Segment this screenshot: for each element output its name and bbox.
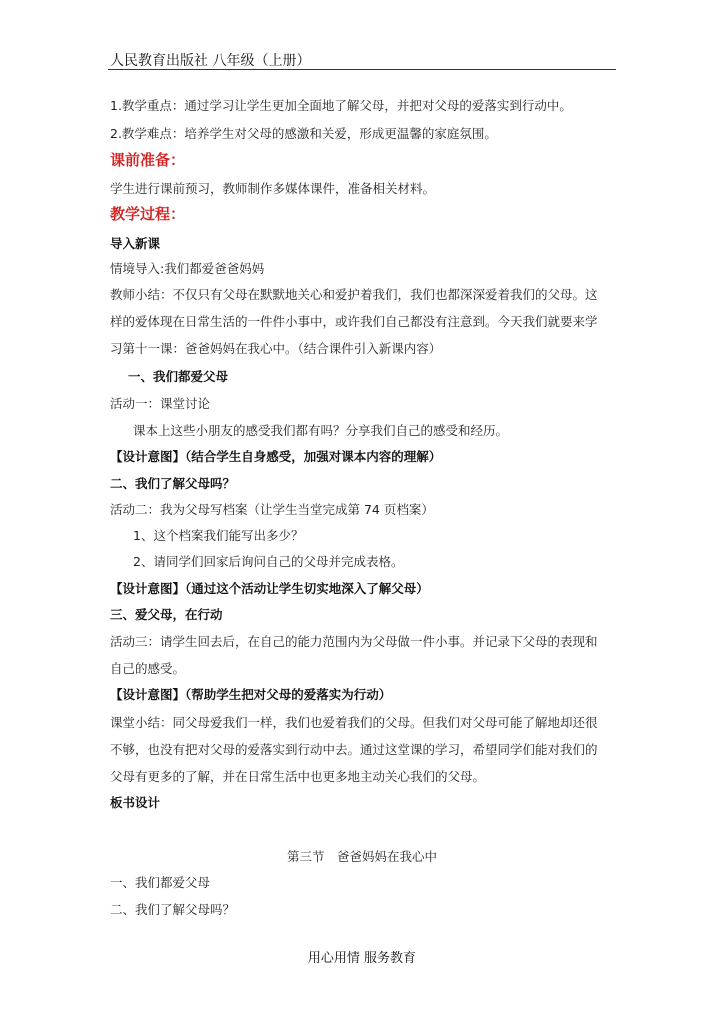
- class-summary-line-3: 父母有更多的了解，并在日常生活中也更多地主动关心我们的父母。: [110, 769, 486, 784]
- design-intent-three: 【设计意图】（帮助学生把对父母的爱落实为行动）: [110, 687, 392, 702]
- board-item-1: 一、我们都爱父母: [110, 875, 211, 890]
- part-one-heading: 一、我们都爱父母: [128, 369, 229, 384]
- part-two-heading: 二、我们了解父母吗？: [110, 476, 236, 491]
- section-heading-preparation: 课前准备：: [110, 151, 186, 169]
- activity-two-item-1: 1、这个档案我们能写出多少？: [133, 528, 304, 543]
- class-summary-line-1: 课堂小结：同父母爱我们一样，我们也爱着我们的父母。但我们对父母可能了解地却还很: [110, 715, 598, 730]
- activity-two-item-2: 2、请同学们回家后询问自己的父母并完成表格。: [133, 554, 404, 569]
- activity-three-line-1: 活动三：请学生回去后，在自己的能力范围内为父母做一件小事。并记录下父母的表现和: [110, 634, 598, 649]
- design-intent-two: 【设计意图】（通过这个活动让学生切实地深入了解父母）: [110, 581, 429, 596]
- section-heading-process: 教学过程：: [110, 205, 186, 223]
- situation-intro-line: 情境导入:我们都爱爸爸妈妈: [110, 261, 265, 276]
- page-header: 人民教育出版社 八年级（上册）: [110, 53, 311, 69]
- activity-one-detail: 课本上这些小朋友的感受我们都有吗？分享我们自己的感受和经历。: [133, 423, 509, 438]
- board-item-2: 二、我们了解父母吗？: [110, 902, 236, 917]
- activity-three-line-2: 自己的感受。: [110, 661, 186, 676]
- teacher-summary-line-1: 教师小结：不仅只有父母在默默地关心和爱护着我们，我们也都深深爱着我们的父母。这: [110, 287, 598, 302]
- page-footer: 用心用情 服务教育: [307, 951, 417, 966]
- board-design-heading: 板书设计: [110, 795, 161, 810]
- difficult-point-line: 2.教学难点：培养学生对父母的感激和关爱，形成更温馨的家庭氛围。: [110, 126, 497, 141]
- part-three-heading: 三、爱父母，在行动: [110, 607, 223, 622]
- class-summary-line-2: 不够，也没有把对父母的爱落实到行动中去。通过这堂课的学习，希望同学们能对我们的: [110, 742, 598, 757]
- teacher-summary-line-2: 样的爱体现在日常生活的一件件小事中，或许我们自己都没有注意到。今天我们就要来学: [110, 314, 598, 329]
- design-intent-one: 【设计意图】（结合学生自身感受，加强对课本内容的理解）: [110, 449, 442, 464]
- board-title: 第三节 爸爸妈妈在我心中: [286, 849, 437, 864]
- activity-two-line: 活动二：我为父母写档案（让学生当堂完成第 74 页档案）: [110, 502, 434, 517]
- key-point-line: 1.教学重点：通过学习让学生更加全面地了解父母，并把对父母的爱落实到行动中。: [110, 98, 572, 113]
- teacher-summary-line-3: 习第十一课：爸爸妈妈在我心中。（结合课件引入新课内容）: [110, 341, 442, 356]
- header-rule: [108, 69, 616, 70]
- subheading-intro: 导入新课: [110, 236, 161, 251]
- activity-one-line: 活动一：课堂讨论: [110, 396, 211, 411]
- preparation-text: 学生进行课前预习，教师制作多媒体课件，准备相关材料。: [110, 181, 436, 196]
